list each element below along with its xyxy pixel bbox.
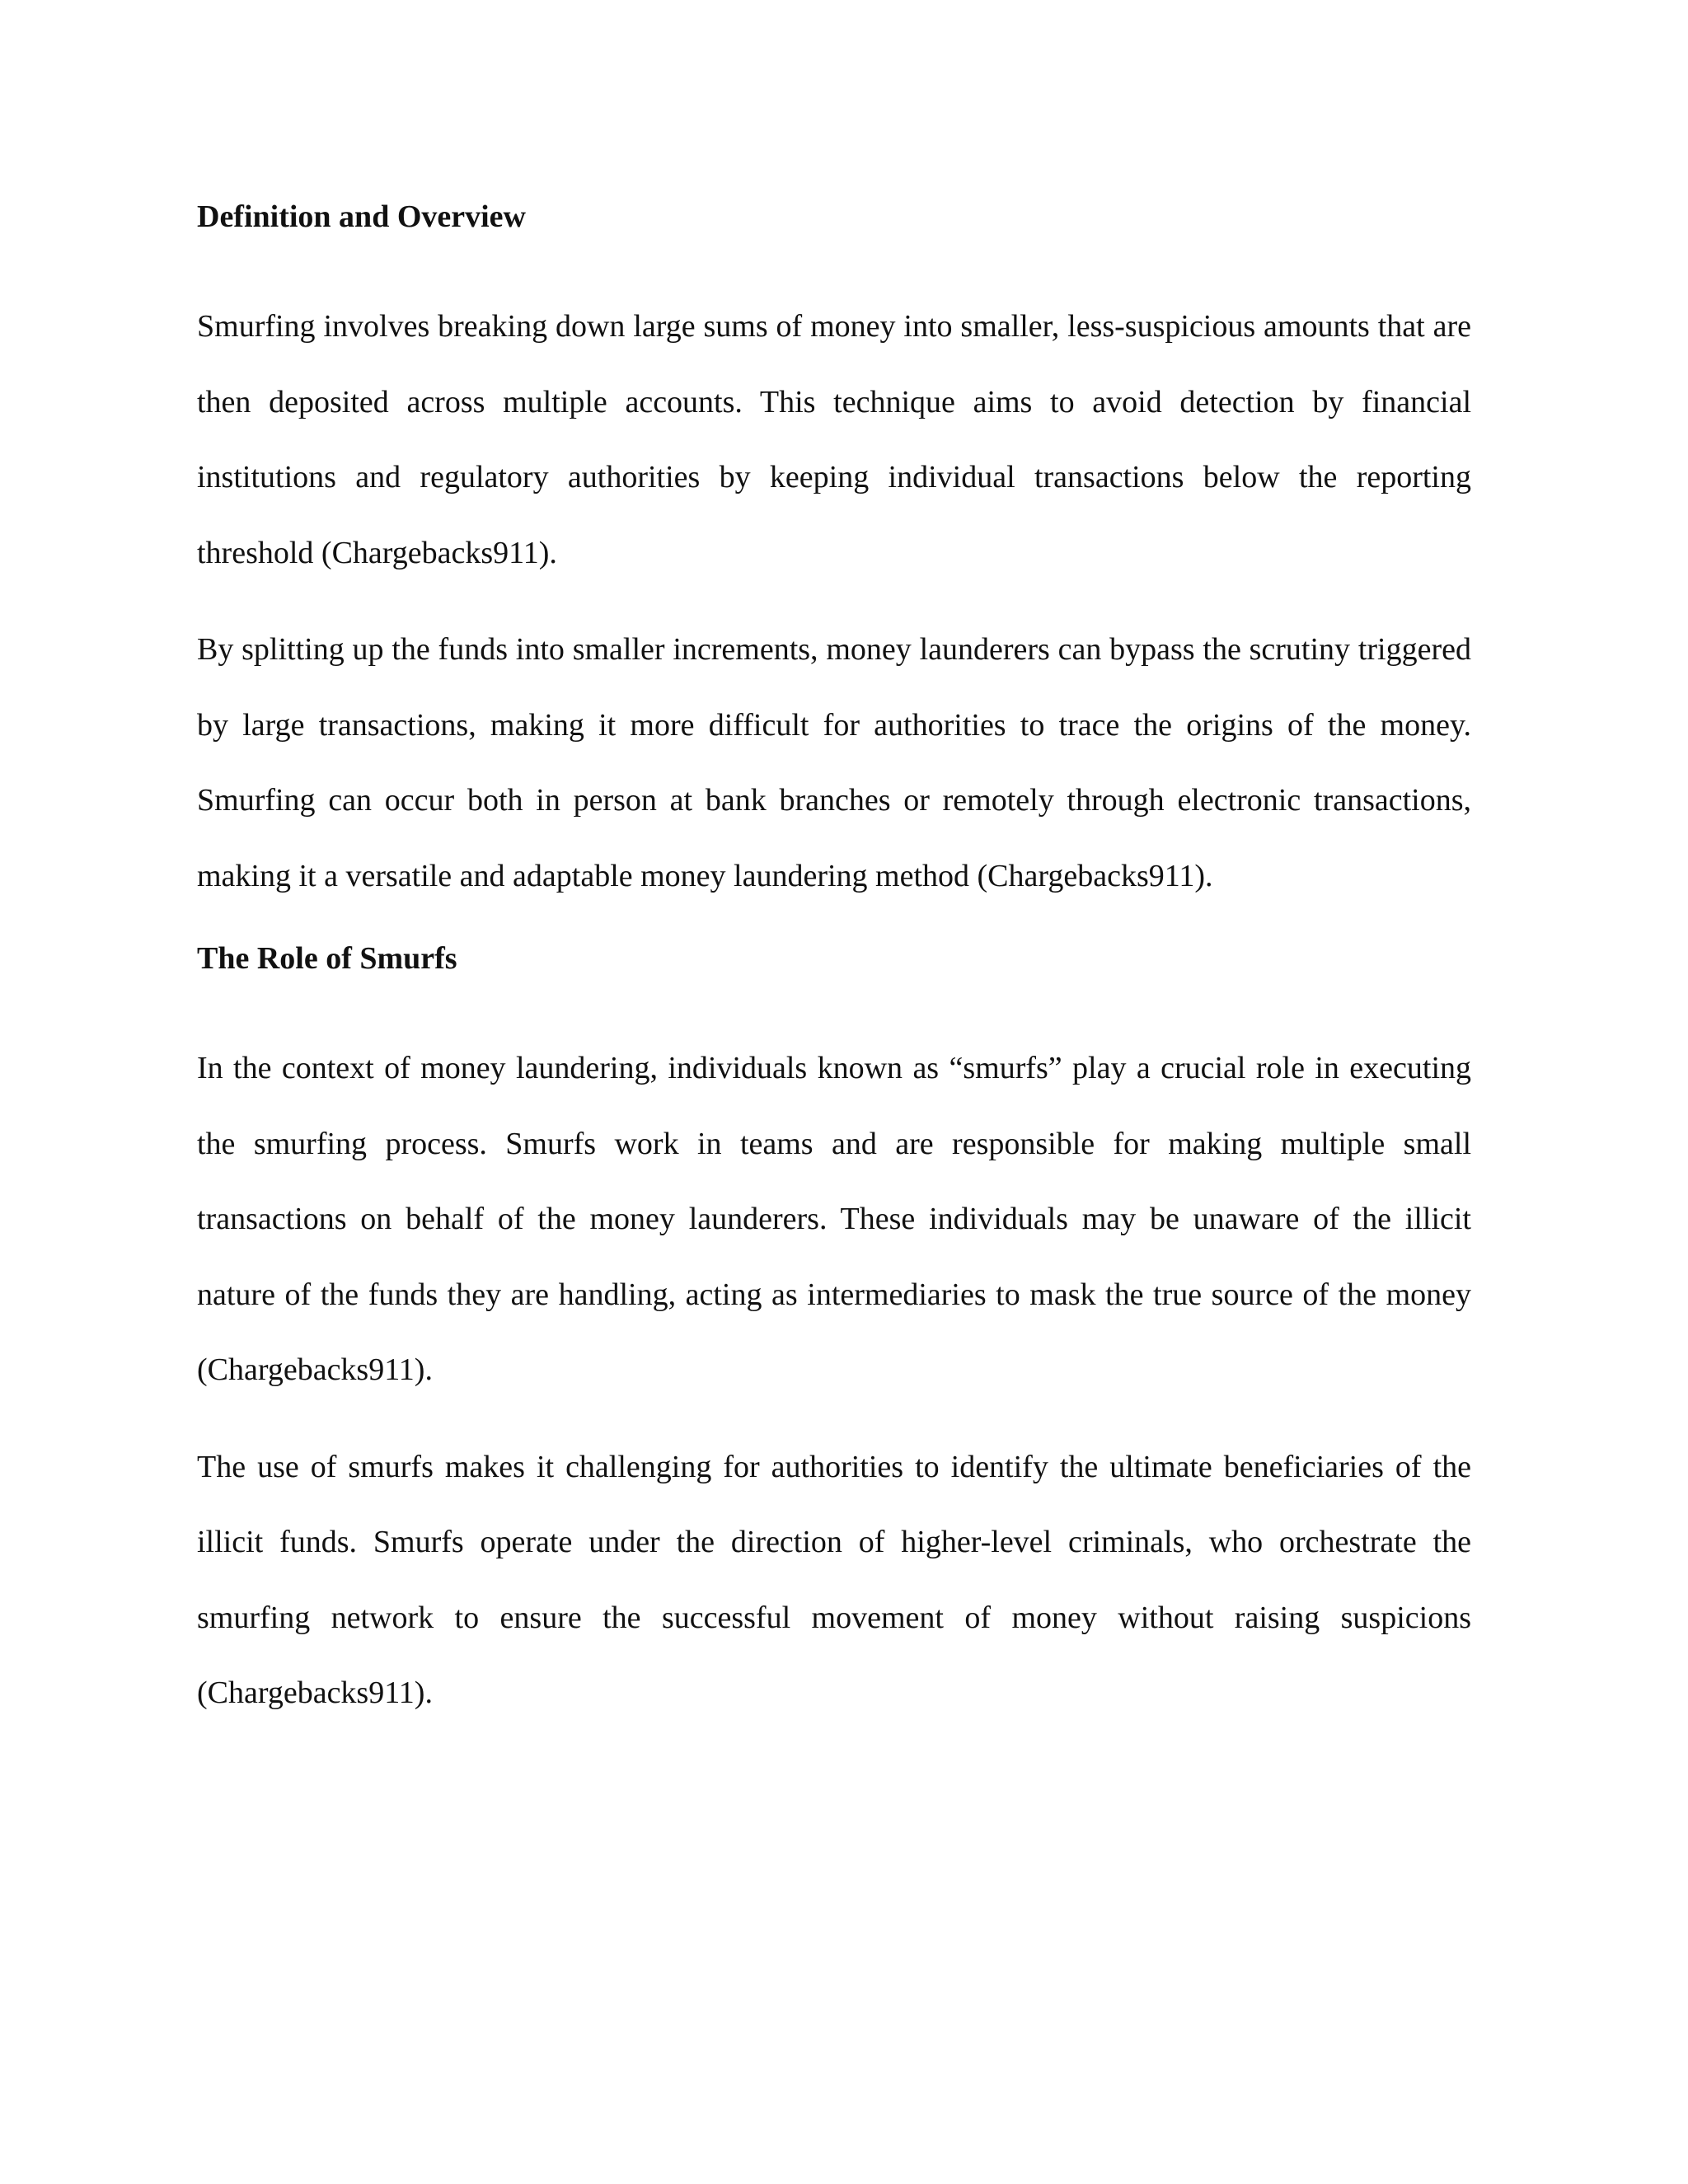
document-body	[197, 194, 1471, 1753]
paragraph: In the context of money laundering, individuals known as “smurfs” play a crucial role in executing the smurfing process. Smurfs work in teams and are responsible for making multiple small transactions on behalf of the money launderers. These individuals may be unaware of the illicit nature of the funds they are handling, acting as intermediaries to mask the true source of the money (Chargebacks911).	[197, 1051, 1471, 1387]
paragraph: By splitting up the funds into smaller increments, money launderers can bypass the scrutiny triggered by large transactions, making it more difficult for authorities to trace the origins of the money. Smurfing can occur both in person at bank branches or remotely through electronic transactions, making it a versatile and adaptable money laundering method (Chargebacks911).	[197, 632, 1471, 893]
section-role-of-smurfs	[197, 935, 1471, 1732]
section-heading: The Role of Smurfs	[197, 941, 457, 976]
paragraph: Smurfing involves breaking down large sums of money into smaller, less-suspicious amounts that are then deposited across multiple accounts. This technique aims to avoid detection by financial institutions and regulatory authorities by keeping individual transactions below the reporting threshold (Chargebacks911).	[197, 309, 1471, 570]
paragraph: The use of smurfs makes it challenging for authorities to identify the ultimate beneficiaries of the illicit funds. Smurfs operate under the direction of higher-level criminals, who orchestrate the smurfing network to ensure the successful movement of money without raising suspicions (Chargebacks911).	[197, 1449, 1471, 1710]
section-heading: Definition and Overview	[197, 199, 526, 234]
section-definition-overview	[197, 194, 1471, 914]
